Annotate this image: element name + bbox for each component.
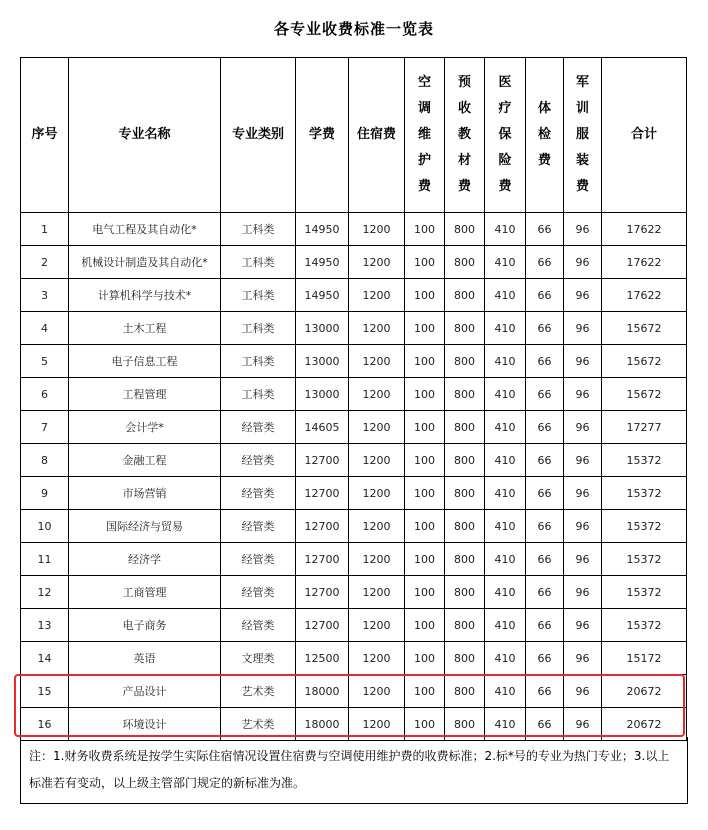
major-name: 环境设计 (69, 708, 221, 741)
tuition-cell: 18000 (296, 675, 349, 708)
header-total: 合计 (602, 58, 687, 213)
row-index: 16 (21, 708, 69, 741)
tuition-cell: 14950 (296, 279, 349, 312)
physical-fee-cell: 66 (526, 213, 564, 246)
tuition-cell: 13000 (296, 345, 349, 378)
ac-fee-cell: 100 (405, 444, 445, 477)
major-category: 经管类 (221, 609, 296, 642)
row-index: 5 (21, 345, 69, 378)
row-index: 2 (21, 246, 69, 279)
row-index: 15 (21, 675, 69, 708)
major-category: 工科类 (221, 279, 296, 312)
military-fee-cell: 96 (564, 279, 602, 312)
physical-fee-cell: 66 (526, 246, 564, 279)
medical-fee-cell: 410 (485, 279, 526, 312)
major-category: 艺术类 (221, 708, 296, 741)
military-fee-cell: 96 (564, 345, 602, 378)
physical-fee-cell: 66 (526, 378, 564, 411)
table-row (21, 312, 687, 345)
major-category: 工科类 (221, 378, 296, 411)
header-medical-fee: 医 疗 保 险 费 (485, 58, 526, 213)
total-cell: 15672 (602, 345, 687, 378)
header-physical-fee: 体 检 费 (526, 58, 564, 213)
textbook-fee-cell: 800 (445, 477, 485, 510)
header-lodging: 住宿费 (349, 58, 405, 213)
tuition-cell: 14605 (296, 411, 349, 444)
tuition-cell: 12700 (296, 543, 349, 576)
medical-fee-cell: 410 (485, 708, 526, 741)
physical-fee-cell: 66 (526, 312, 564, 345)
row-index: 9 (21, 477, 69, 510)
physical-fee-cell: 66 (526, 543, 564, 576)
table-row (21, 708, 687, 741)
table-row (21, 411, 687, 444)
row-index: 13 (21, 609, 69, 642)
textbook-fee-cell: 800 (445, 708, 485, 741)
major-name: 英语 (69, 642, 221, 675)
lodging-cell: 1200 (349, 642, 405, 675)
ac-fee-cell: 100 (405, 576, 445, 609)
total-cell: 15672 (602, 312, 687, 345)
lodging-cell: 1200 (349, 378, 405, 411)
textbook-fee-cell: 800 (445, 444, 485, 477)
fee-table (20, 57, 687, 741)
ac-fee-cell: 100 (405, 213, 445, 246)
major-category: 工科类 (221, 213, 296, 246)
textbook-fee-cell: 800 (445, 609, 485, 642)
medical-fee-cell: 410 (485, 543, 526, 576)
lodging-cell: 1200 (349, 213, 405, 246)
header-textbook-fee: 预 收 教 材 费 (445, 58, 485, 213)
table-row (21, 477, 687, 510)
tuition-cell: 12700 (296, 609, 349, 642)
military-fee-cell: 96 (564, 246, 602, 279)
tuition-cell: 12700 (296, 477, 349, 510)
lodging-cell: 1200 (349, 543, 405, 576)
ac-fee-cell: 100 (405, 477, 445, 510)
table-row (21, 510, 687, 543)
ac-fee-cell: 100 (405, 345, 445, 378)
physical-fee-cell: 66 (526, 411, 564, 444)
major-name: 工商管理 (69, 576, 221, 609)
ac-fee-cell: 100 (405, 312, 445, 345)
major-name: 电子信息工程 (69, 345, 221, 378)
lodging-cell: 1200 (349, 246, 405, 279)
total-cell: 17277 (602, 411, 687, 444)
medical-fee-cell: 410 (485, 378, 526, 411)
table-row (21, 576, 687, 609)
header-row (21, 58, 687, 213)
physical-fee-cell: 66 (526, 477, 564, 510)
military-fee-cell: 96 (564, 477, 602, 510)
row-index: 1 (21, 213, 69, 246)
major-category: 文理类 (221, 642, 296, 675)
major-name: 计算机科学与技术* (69, 279, 221, 312)
lodging-cell: 1200 (349, 279, 405, 312)
total-cell: 15672 (602, 378, 687, 411)
major-name: 金融工程 (69, 444, 221, 477)
major-name: 机械设计制造及其自动化* (69, 246, 221, 279)
page-title: 各专业收费标准一览表 (273, 20, 434, 38)
fee-table-body (21, 213, 687, 741)
table-row (21, 642, 687, 675)
medical-fee-cell: 410 (485, 444, 526, 477)
total-cell: 17622 (602, 246, 687, 279)
major-category: 经管类 (221, 576, 296, 609)
military-fee-cell: 96 (564, 543, 602, 576)
ac-fee-cell: 100 (405, 708, 445, 741)
military-fee-cell: 96 (564, 642, 602, 675)
major-category: 经管类 (221, 444, 296, 477)
major-category: 经管类 (221, 411, 296, 444)
physical-fee-cell: 66 (526, 510, 564, 543)
military-fee-cell: 96 (564, 576, 602, 609)
textbook-fee-cell: 800 (445, 543, 485, 576)
major-category: 经管类 (221, 510, 296, 543)
header-military-fee: 军 训 服 装 费 (564, 58, 602, 213)
row-index: 8 (21, 444, 69, 477)
table-row (21, 246, 687, 279)
major-category: 工科类 (221, 312, 296, 345)
ac-fee-cell: 100 (405, 675, 445, 708)
military-fee-cell: 96 (564, 444, 602, 477)
tuition-cell: 13000 (296, 378, 349, 411)
row-index: 10 (21, 510, 69, 543)
total-cell: 17622 (602, 279, 687, 312)
tuition-cell: 12700 (296, 510, 349, 543)
total-cell: 15172 (602, 642, 687, 675)
medical-fee-cell: 410 (485, 675, 526, 708)
major-name: 工程管理 (69, 378, 221, 411)
total-cell: 15372 (602, 576, 687, 609)
military-fee-cell: 96 (564, 312, 602, 345)
tuition-cell: 12500 (296, 642, 349, 675)
table-row (21, 279, 687, 312)
table-row (21, 345, 687, 378)
medical-fee-cell: 410 (485, 642, 526, 675)
major-name: 电气工程及其自动化* (69, 213, 221, 246)
textbook-fee-cell: 800 (445, 246, 485, 279)
medical-fee-cell: 410 (485, 345, 526, 378)
textbook-fee-cell: 800 (445, 576, 485, 609)
major-category: 经管类 (221, 477, 296, 510)
major-category: 工科类 (221, 246, 296, 279)
header-index: 序号 (21, 58, 69, 213)
medical-fee-cell: 410 (485, 213, 526, 246)
lodging-cell: 1200 (349, 510, 405, 543)
medical-fee-cell: 410 (485, 246, 526, 279)
medical-fee-cell: 410 (485, 477, 526, 510)
medical-fee-cell: 410 (485, 510, 526, 543)
textbook-fee-cell: 800 (445, 411, 485, 444)
textbook-fee-cell: 800 (445, 279, 485, 312)
header-ac-fee: 空 调 维 护 费 (405, 58, 445, 213)
major-name: 国际经济与贸易 (69, 510, 221, 543)
total-cell: 17622 (602, 213, 687, 246)
ac-fee-cell: 100 (405, 411, 445, 444)
total-cell: 15372 (602, 609, 687, 642)
ac-fee-cell: 100 (405, 510, 445, 543)
military-fee-cell: 96 (564, 510, 602, 543)
table-row (21, 378, 687, 411)
military-fee-cell: 96 (564, 708, 602, 741)
medical-fee-cell: 410 (485, 576, 526, 609)
footnote: 注：1.财务收费系统是按学生实际住宿情况设置住宿费与空调使用维护费的收费标准；2.标*号的专业为热门专业；3.以上标准若有变动，以上级主管部门规定的新标准为准。 (20, 737, 688, 804)
physical-fee-cell: 66 (526, 708, 564, 741)
textbook-fee-cell: 800 (445, 213, 485, 246)
total-cell: 15372 (602, 510, 687, 543)
military-fee-cell: 96 (564, 378, 602, 411)
major-category: 经管类 (221, 543, 296, 576)
textbook-fee-cell: 800 (445, 675, 485, 708)
military-fee-cell: 96 (564, 213, 602, 246)
physical-fee-cell: 66 (526, 675, 564, 708)
ac-fee-cell: 100 (405, 279, 445, 312)
row-index: 14 (21, 642, 69, 675)
physical-fee-cell: 66 (526, 609, 564, 642)
physical-fee-cell: 66 (526, 576, 564, 609)
table-row (21, 675, 687, 708)
lodging-cell: 1200 (349, 576, 405, 609)
major-name: 土木工程 (69, 312, 221, 345)
ac-fee-cell: 100 (405, 378, 445, 411)
lodging-cell: 1200 (349, 444, 405, 477)
tuition-cell: 14950 (296, 213, 349, 246)
header-tuition: 学费 (296, 58, 349, 213)
lodging-cell: 1200 (349, 477, 405, 510)
row-index: 3 (21, 279, 69, 312)
medical-fee-cell: 410 (485, 312, 526, 345)
tuition-cell: 18000 (296, 708, 349, 741)
military-fee-cell: 96 (564, 411, 602, 444)
table-row (21, 543, 687, 576)
tuition-cell: 12700 (296, 576, 349, 609)
lodging-cell: 1200 (349, 345, 405, 378)
table-row (21, 213, 687, 246)
table-row (21, 444, 687, 477)
tuition-cell: 12700 (296, 444, 349, 477)
major-category: 艺术类 (221, 675, 296, 708)
textbook-fee-cell: 800 (445, 345, 485, 378)
military-fee-cell: 96 (564, 609, 602, 642)
major-name: 产品设计 (69, 675, 221, 708)
row-index: 4 (21, 312, 69, 345)
tuition-cell: 13000 (296, 312, 349, 345)
lodging-cell: 1200 (349, 675, 405, 708)
total-cell: 15372 (602, 543, 687, 576)
row-index: 12 (21, 576, 69, 609)
row-index: 11 (21, 543, 69, 576)
major-name: 会计学* (69, 411, 221, 444)
total-cell: 15372 (602, 444, 687, 477)
medical-fee-cell: 410 (485, 609, 526, 642)
major-name: 市场营销 (69, 477, 221, 510)
lodging-cell: 1200 (349, 411, 405, 444)
textbook-fee-cell: 800 (445, 312, 485, 345)
row-index: 7 (21, 411, 69, 444)
major-name: 经济学 (69, 543, 221, 576)
major-category: 工科类 (221, 345, 296, 378)
header-major: 专业名称 (69, 58, 221, 213)
physical-fee-cell: 66 (526, 642, 564, 675)
header-category: 专业类别 (221, 58, 296, 213)
physical-fee-cell: 66 (526, 279, 564, 312)
lodging-cell: 1200 (349, 609, 405, 642)
major-name: 电子商务 (69, 609, 221, 642)
ac-fee-cell: 100 (405, 246, 445, 279)
lodging-cell: 1200 (349, 708, 405, 741)
lodging-cell: 1200 (349, 312, 405, 345)
military-fee-cell: 96 (564, 675, 602, 708)
textbook-fee-cell: 800 (445, 510, 485, 543)
ac-fee-cell: 100 (405, 543, 445, 576)
table-row (21, 609, 687, 642)
total-cell: 20672 (602, 675, 687, 708)
textbook-fee-cell: 800 (445, 378, 485, 411)
medical-fee-cell: 410 (485, 411, 526, 444)
total-cell: 20672 (602, 708, 687, 741)
physical-fee-cell: 66 (526, 444, 564, 477)
physical-fee-cell: 66 (526, 345, 564, 378)
row-index: 6 (21, 378, 69, 411)
ac-fee-cell: 100 (405, 642, 445, 675)
tuition-cell: 14950 (296, 246, 349, 279)
total-cell: 15372 (602, 477, 687, 510)
textbook-fee-cell: 800 (445, 642, 485, 675)
ac-fee-cell: 100 (405, 609, 445, 642)
